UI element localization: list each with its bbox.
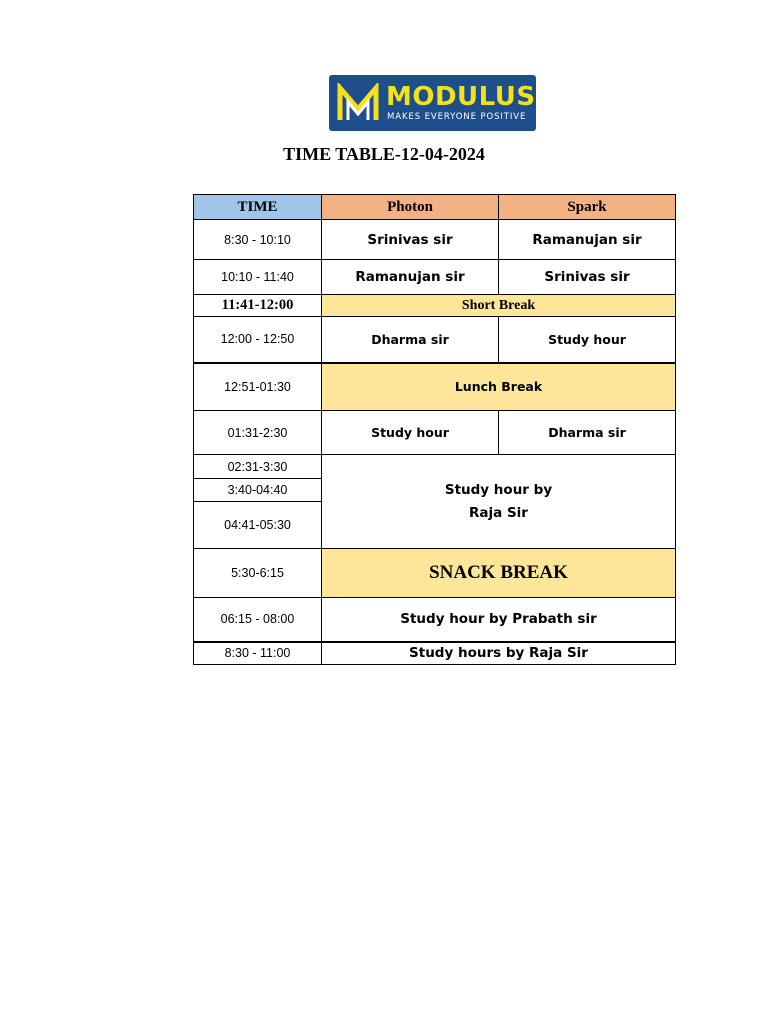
snack-break-cell: SNACK BREAK <box>322 549 676 598</box>
time-cell: 02:31-3:30 <box>194 455 322 479</box>
table-row <box>194 220 676 260</box>
table-row <box>194 411 676 455</box>
header-spark: Spark <box>499 195 676 220</box>
photon-cell: Ramanujan sir <box>322 260 499 295</box>
logo-tagline: MAKES EVERYONE POSITIVE <box>387 112 527 122</box>
table-row <box>194 317 676 363</box>
table-row <box>194 642 676 665</box>
table-row <box>194 598 676 642</box>
time-cell: 10:10 - 11:40 <box>194 260 322 295</box>
short-break-cell: Short Break <box>322 295 676 317</box>
table-row <box>194 549 676 598</box>
time-cell: 01:31-2:30 <box>194 411 322 455</box>
afternoon-study-line2: Raja Sir <box>469 504 528 521</box>
photon-cell: Dharma sir <box>322 317 499 363</box>
afternoon-study-line1: Study hour by <box>444 481 553 498</box>
spark-cell: Study hour <box>499 317 676 363</box>
page-title: TIME TABLE-12-04-2024 <box>283 144 485 164</box>
time-cell: 12:00 - 12:50 <box>194 317 322 363</box>
time-cell: 04:41-05:30 <box>194 502 322 549</box>
header-photon: Photon <box>322 195 499 220</box>
table-header-row <box>194 195 676 220</box>
time-cell: 8:30 - 10:10 <box>194 220 322 260</box>
spark-cell: Srinivas sir <box>499 260 676 295</box>
modulus-logo <box>329 75 536 131</box>
time-cell: 8:30 - 11:00 <box>194 642 322 665</box>
table-row <box>194 363 676 411</box>
time-cell: 11:41-12:00 <box>194 295 322 317</box>
table-row <box>194 260 676 295</box>
spark-cell: Ramanujan sir <box>499 220 676 260</box>
header-time: TIME <box>194 195 322 220</box>
time-cell: 06:15 - 08:00 <box>194 598 322 642</box>
photon-cell: Study hour <box>322 411 499 455</box>
table-row <box>194 455 676 479</box>
lunch-break-cell: Lunch Break <box>322 363 676 411</box>
night-study-cell: Study hours by Raja Sir <box>322 642 676 665</box>
table-row <box>194 295 676 317</box>
logo-brand-text: MODULUS <box>386 82 536 112</box>
afternoon-study-cell <box>322 455 676 549</box>
spark-cell: Dharma sir <box>499 411 676 455</box>
time-cell: 12:51-01:30 <box>194 363 322 411</box>
photon-cell: Srinivas sir <box>322 220 499 260</box>
modulus-m-icon <box>337 83 379 123</box>
time-cell: 3:40-04:40 <box>194 479 322 502</box>
evening-study-cell: Study hour by Prabath sir <box>322 598 676 642</box>
timetable <box>193 194 676 665</box>
time-cell: 5:30-6:15 <box>194 549 322 598</box>
